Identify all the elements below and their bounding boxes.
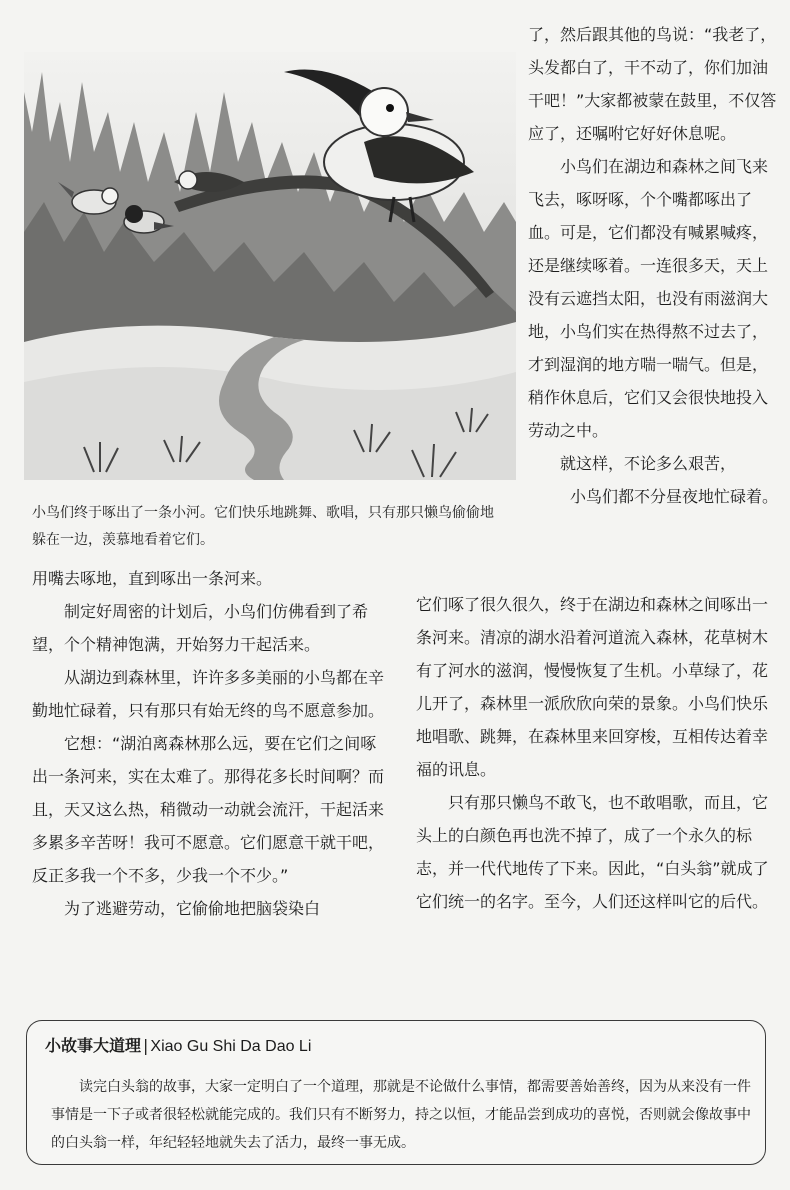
story-paragraph: 就这样，不论多么艰苦， <box>560 454 737 473</box>
story-paragraph: 只有那只懒鸟不敢飞，也不敢唱歌，而且，它头上的白颜色再也洗不掉了，成了一个永久的标志，并一代代地传了下来。因此，“白头翁”就成了它们统一的名字。至今，人们还这样叫它的后代。 <box>416 793 769 911</box>
story-paragraph: 制定好周密的计划后，小鸟们仿佛看到了希望，个个精神饱满，开始努力干起活来。 <box>32 602 369 654</box>
lesson-title-pinyin: Xiao Gu Shi Da Dao Li <box>150 1038 312 1055</box>
story-paragraph: 为了逃避劳动，它偷偷地把脑袋染白 <box>64 899 321 918</box>
story-paragraph: 小鸟们在湖边和森林之间飞来飞去，啄呀啄，个个嘴都啄出了血。可是，它们都没有喊累喊疼，还是继续啄着。一连很多天，天上没有云遮挡太阳，也没有雨滋润大地，小鸟们实在热得熬不过去了，才到湿润的地方喘一喘气。但是，稍作休息后，它们又会很快地投入劳动之中。 <box>528 157 769 440</box>
story-paragraph: 小鸟们都不分昼夜地忙碌着。 <box>569 487 778 506</box>
story-paragraph: 用嘴去啄地，直到啄出一条河来。 <box>32 569 273 588</box>
story-paragraph: 它们啄了很久很久，终于在湖边和森林之间啄出一条河来。清凉的湖水沿着河道流入森林，花草树木有了河水的滋润，慢慢恢复了生机。小草绿了，花儿开了，森林里一派欣欣向荣的景象。小鸟们快乐地唱歌、跳舞，在森林里来回穿梭，互相传达着幸福的讯息。 <box>416 595 769 779</box>
story-paragraph: 它想：“湖泊离森林那么远，要在它们之间啄出一条河来，实在太难了。那得花多长时间啊？而且，天又这么热，稍微动一动就会流汗，干起活来多累多辛苦呀！我可不愿意。它们愿意干就干吧，反正多我一个不多，少我一个不少。” <box>32 734 385 885</box>
lesson-heading <box>45 1035 311 1058</box>
story-column-left <box>32 562 392 925</box>
lesson-title-separator: | <box>143 1036 149 1055</box>
story-illustration <box>24 52 516 480</box>
story-paragraph: 了，然后跟其他的鸟说：“我老了，头发都白了，干不动了，你们加油干吧！”大家都被蒙在鼓里，不仅答应了，还嘱咐它好好休息呢。 <box>528 25 777 143</box>
lesson-text: 读完白头翁的故事，大家一定明白了一个道理，那就是不论做什么事情，都需要善始善终，因为从来没有一件事情是一下子或者很轻松就能完成的。我们只有不断努力，持之以恒，才能品尝到成功的喜悦，否则就会像故事中的白头翁一样，年纪轻轻地就失去了活力，最终一事无成。 <box>51 1079 751 1151</box>
story-column-right-bottom <box>416 588 774 918</box>
lesson-title-chinese: 小故事大道理 <box>45 1036 142 1055</box>
story-paragraph: 从湖边到森林里，许许多多美丽的小鸟都在辛勤地忙碌着，只有那只有始无终的鸟不愿意参加。 <box>32 668 385 720</box>
illustration-caption: 小鸟们终于啄出了一条小河。它们快乐地跳舞、歌唱，只有那只懒鸟偷偷地躲在一边，羡慕地看着它们。 <box>32 505 494 548</box>
lesson-box <box>26 1020 766 1165</box>
story-column-right-top <box>528 18 778 513</box>
